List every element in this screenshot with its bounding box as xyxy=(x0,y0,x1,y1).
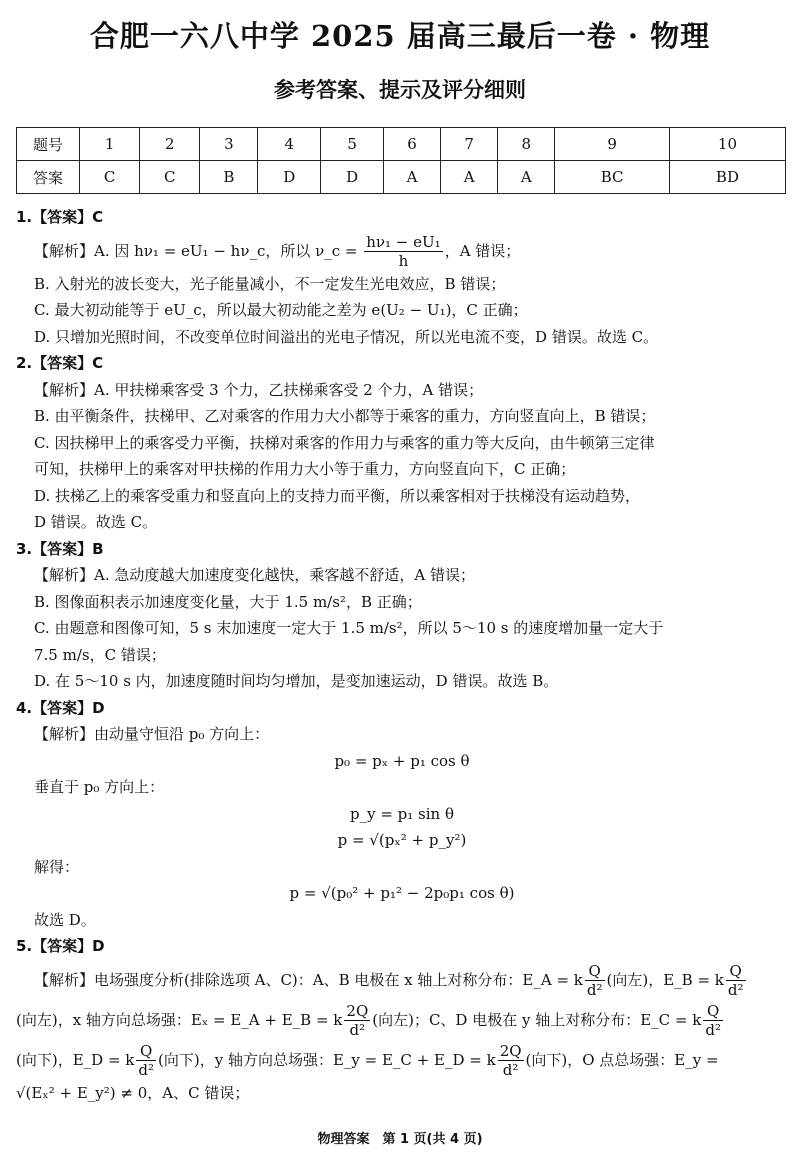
table-cell: D xyxy=(258,161,321,194)
question-3-analysis-c-cont: 7.5 m/s，C 错误； xyxy=(34,645,166,664)
question-2-analysis-b: B. 由平衡条件，扶梯甲、乙对乘客的作用力大小都等于乘客的重力，方向竖直向上，B 错误； xyxy=(34,407,656,425)
table-cell: 6 xyxy=(384,128,441,161)
page-subtitle: 参考答案、提示及评分细则 xyxy=(274,78,526,102)
question-3-analysis-b: B. 图像面积表示加速度变化量，大于 1.5 m/s²，B 正确； xyxy=(34,592,422,611)
question-1-analysis-a xyxy=(16,231,788,271)
row-label: 题号 xyxy=(17,128,80,161)
page-footer: 物理答案 第 1 页(共 4 页) xyxy=(317,1132,483,1147)
text-span: (向下)，y 轴方向总场强：E_y = E_C + E_D = k xyxy=(158,1050,496,1069)
row-label: 答案 xyxy=(17,161,80,194)
question-2-analysis-a: 【解析】A. 甲扶梯乘客受 3 个力，乙扶梯乘客受 2 个力，A 错误； xyxy=(34,380,484,399)
text-span: ，A 错误； xyxy=(444,241,521,260)
text-span: 【解析】A. 因 hν₁ = eU₁ − hν_c，所以 ν_c = xyxy=(34,241,363,260)
fraction xyxy=(703,1002,723,1039)
text-span: (向下)，E_D = k xyxy=(16,1050,135,1069)
question-number-row xyxy=(17,128,786,161)
fraction-numerator: hν₁ − eU₁ xyxy=(366,233,441,251)
question-3-answer: 3.【答案】B xyxy=(16,539,104,558)
fraction-denominator: d² xyxy=(349,1021,366,1039)
question-3-analysis-c: C. 由题意和图像可知，5 s 末加速度一定大于 1.5 m/s²，所以 5～10 s 的速度增加量一定大于 xyxy=(34,619,664,637)
fraction-numerator: Q xyxy=(136,1042,156,1061)
question-5-analysis-line4: √(Eₓ² + E_y²) ≠ 0，A、C 错误； xyxy=(16,1083,250,1102)
table-cell: A xyxy=(384,161,441,194)
question-4-analysis: 【解析】由动量守恒沿 p₀ 方向上： xyxy=(34,725,270,743)
table-cell: 7 xyxy=(441,128,498,161)
table-cell: B xyxy=(200,161,258,194)
question-2-analysis-d: D. 扶梯乙上的乘客受重力和竖直向上的支持力而平衡，所以乘客相对于扶梯没有运动趋势， xyxy=(34,486,641,505)
equation-momentum-y: p_y = p₁ sin θ xyxy=(349,804,455,823)
fraction-denominator: d² xyxy=(138,1061,154,1079)
fraction xyxy=(498,1042,524,1079)
solutions-body xyxy=(16,204,788,1106)
fraction xyxy=(136,1042,156,1079)
text-span: (向左)，x 轴方向总场强：Eₓ = E_A + E_B = k xyxy=(16,1010,343,1029)
question-5-analysis-line3 xyxy=(16,1040,788,1080)
table-cell: 9 xyxy=(555,128,670,161)
table-cell: 8 xyxy=(498,128,555,161)
fraction-numerator: Q xyxy=(585,962,605,981)
table-cell: BC xyxy=(555,161,670,194)
table-cell: 3 xyxy=(200,128,258,161)
fraction-denominator: d² xyxy=(502,1061,519,1079)
fraction xyxy=(726,962,746,999)
answer-row xyxy=(17,161,786,194)
fraction-numerator: Q xyxy=(703,1002,723,1021)
question-5-analysis-line1 xyxy=(16,960,788,1000)
fraction-denominator: d² xyxy=(705,1021,721,1039)
table-cell: C xyxy=(80,161,140,194)
table-cell: 5 xyxy=(321,128,384,161)
question-4-conclusion: 故选 D。 xyxy=(34,910,96,929)
fraction-numerator: 2Q xyxy=(499,1042,522,1060)
table-cell: D xyxy=(321,161,384,194)
question-2-answer: 2.【答案】C xyxy=(16,354,104,372)
question-5-answer: 5.【答案】D xyxy=(16,937,105,955)
text-span: (向左)；C、D 电极在 y 轴上对称分布：E_C = k xyxy=(372,1010,702,1029)
table-cell: C xyxy=(140,161,200,194)
question-2-analysis-d-cont: D 错误。故选 C。 xyxy=(34,513,158,531)
fraction xyxy=(344,1002,370,1039)
page-title: 合肥一六八中学 2025 届高三最后一卷 · 物理 xyxy=(89,19,711,53)
question-1-answer: 1.【答案】C xyxy=(16,208,104,226)
table-cell: 10 xyxy=(669,128,785,161)
fraction-numerator: Q xyxy=(726,962,746,981)
table-cell: BD xyxy=(669,161,785,194)
table-cell: 2 xyxy=(140,128,200,161)
text-span: (向左)，E_B = k xyxy=(606,970,724,989)
equation-momentum-result: p = √(p₀² + p₁² − 2p₀p₁ cos θ) xyxy=(289,884,515,902)
equation-momentum-x: p₀ = pₓ + p₁ cos θ xyxy=(334,751,470,770)
question-3-analysis-d: D. 在 5～10 s 内，加速度随时间均匀增加，是变加速运动，D 错误。故选 B。 xyxy=(34,672,559,690)
question-5-analysis-line2 xyxy=(16,1000,788,1040)
text-span: (向下)，O 点总场强：E_y = xyxy=(525,1050,719,1069)
question-1-analysis-c: C. 最大初动能等于 eU_c，所以最大初动能之差为 e(U₂ − U₁)，C 正确； xyxy=(34,301,528,319)
answer-table xyxy=(16,127,786,194)
question-4-answer: 4.【答案】D xyxy=(16,698,105,717)
fraction-denominator: d² xyxy=(727,981,744,999)
question-4-perpendicular: 垂直于 p₀ 方向上： xyxy=(34,778,165,796)
table-cell: 1 xyxy=(80,128,140,161)
table-cell: A xyxy=(498,161,555,194)
fraction-numerator: 2Q xyxy=(346,1002,369,1020)
fraction-denominator: d² xyxy=(586,981,603,999)
question-2-analysis-c-cont: 可知，扶梯甲上的乘客对甲扶梯的作用力大小等于重力，方向竖直向下，C 正确； xyxy=(34,460,576,478)
question-1-analysis-d: D. 只增加光照时间，不改变单位时间溢出的光电子情况，所以光电流不变，D 错误。故选 C。 xyxy=(34,327,659,346)
question-4-solve-label: 解得： xyxy=(34,857,80,876)
table-cell: A xyxy=(441,161,498,194)
equation-momentum-total: p = √(pₓ² + p_y²) xyxy=(337,831,467,849)
question-2-analysis-c: C. 因扶梯甲上的乘客受力平衡，扶梯对乘客的作用力与乘客的重力等大反向，由牛顿第三定律 xyxy=(34,433,655,452)
table-cell: 4 xyxy=(258,128,321,161)
fraction xyxy=(585,962,605,999)
fraction xyxy=(364,233,442,270)
question-3-analysis-a: 【解析】A. 急动度越大加速度变化越快，乘客越不舒适，A 错误； xyxy=(34,566,475,584)
text-span: 【解析】电场强度分析(排除选项 A、C)：A、B 电极在 x 轴上对称分布：E_A = k xyxy=(34,970,583,989)
question-1-analysis-b: B. 入射光的波长变大，光子能量减小，不一定发生光电效应，B 错误； xyxy=(34,274,506,293)
fraction-denominator: h xyxy=(398,252,409,270)
